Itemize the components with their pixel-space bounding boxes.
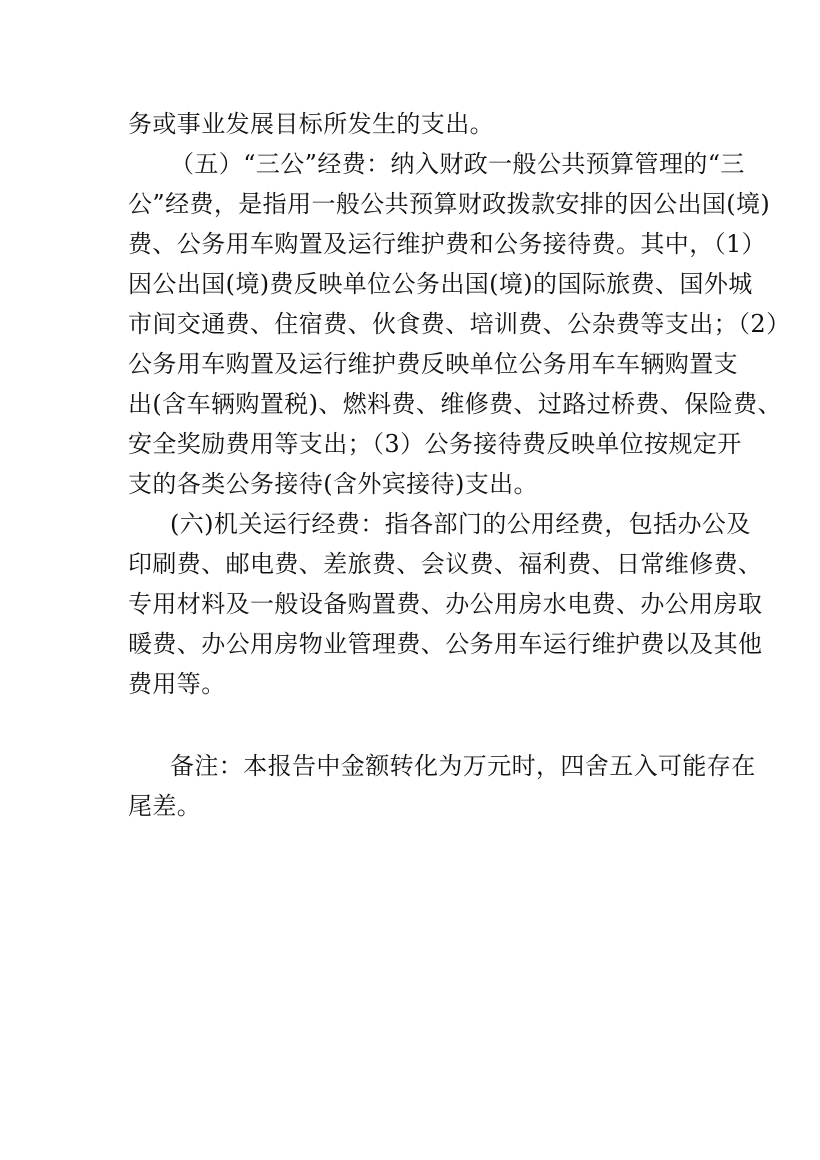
- text-line: 费、公务用车购置及运行维护费和公务接待费。其中，（1）: [128, 230, 767, 258]
- text-line: 支的各类公务接待(含外宾接待)支出。: [128, 470, 538, 498]
- text-line: 尾差。: [128, 792, 202, 820]
- paragraph-section-six: [128, 504, 763, 704]
- section-six-heading-line: (六)机关运行经费：指各部门的公用经费，包括办公及: [170, 510, 751, 538]
- text-line: 专用材料及一般设备购置费、办公用房水电费、办公用房取: [128, 590, 763, 618]
- text-line: 公”经费，是指用一般公共预算财政拨款安排的因公出国(境): [128, 190, 771, 218]
- text-line: 费用等。: [128, 670, 226, 698]
- note-line: 备注：本报告中金额转化为万元时，四舍五入可能存在: [170, 752, 756, 780]
- section-five-heading-line: （五）“三公”经费：纳入财政一般公共预算管理的“三: [170, 150, 745, 178]
- text-line: 安全奖励费用等支出；（3）公务接待费反映单位按规定开: [128, 430, 742, 458]
- text-line: 暖费、办公用房物业管理费、公务用车运行维护费以及其他: [128, 630, 763, 658]
- paragraph-section-five: [128, 144, 791, 504]
- text-line: 市间交通费、住宿费、伙食费、培训费、公杂费等支出；（2）: [128, 310, 791, 338]
- paragraph-intro: [128, 104, 700, 144]
- document-page: [128, 104, 791, 826]
- text-line: 出(含车辆购置税)、燃料费、维修费、过路过桥费、保险费、: [128, 390, 782, 418]
- text-line: 因公出国(境)费反映单位公务出国(境)的国际旅费、国外城: [128, 270, 753, 298]
- paragraph-note: [128, 746, 756, 826]
- text-line: 务或事业发展目标所发生的支出。: [128, 110, 494, 138]
- text-line: 印刷费、邮电费、差旅费、会议费、福利费、日常维修费、: [128, 550, 763, 578]
- text-line: 公务用车购置及运行维护费反映单位公务用车车辆购置支: [128, 350, 738, 378]
